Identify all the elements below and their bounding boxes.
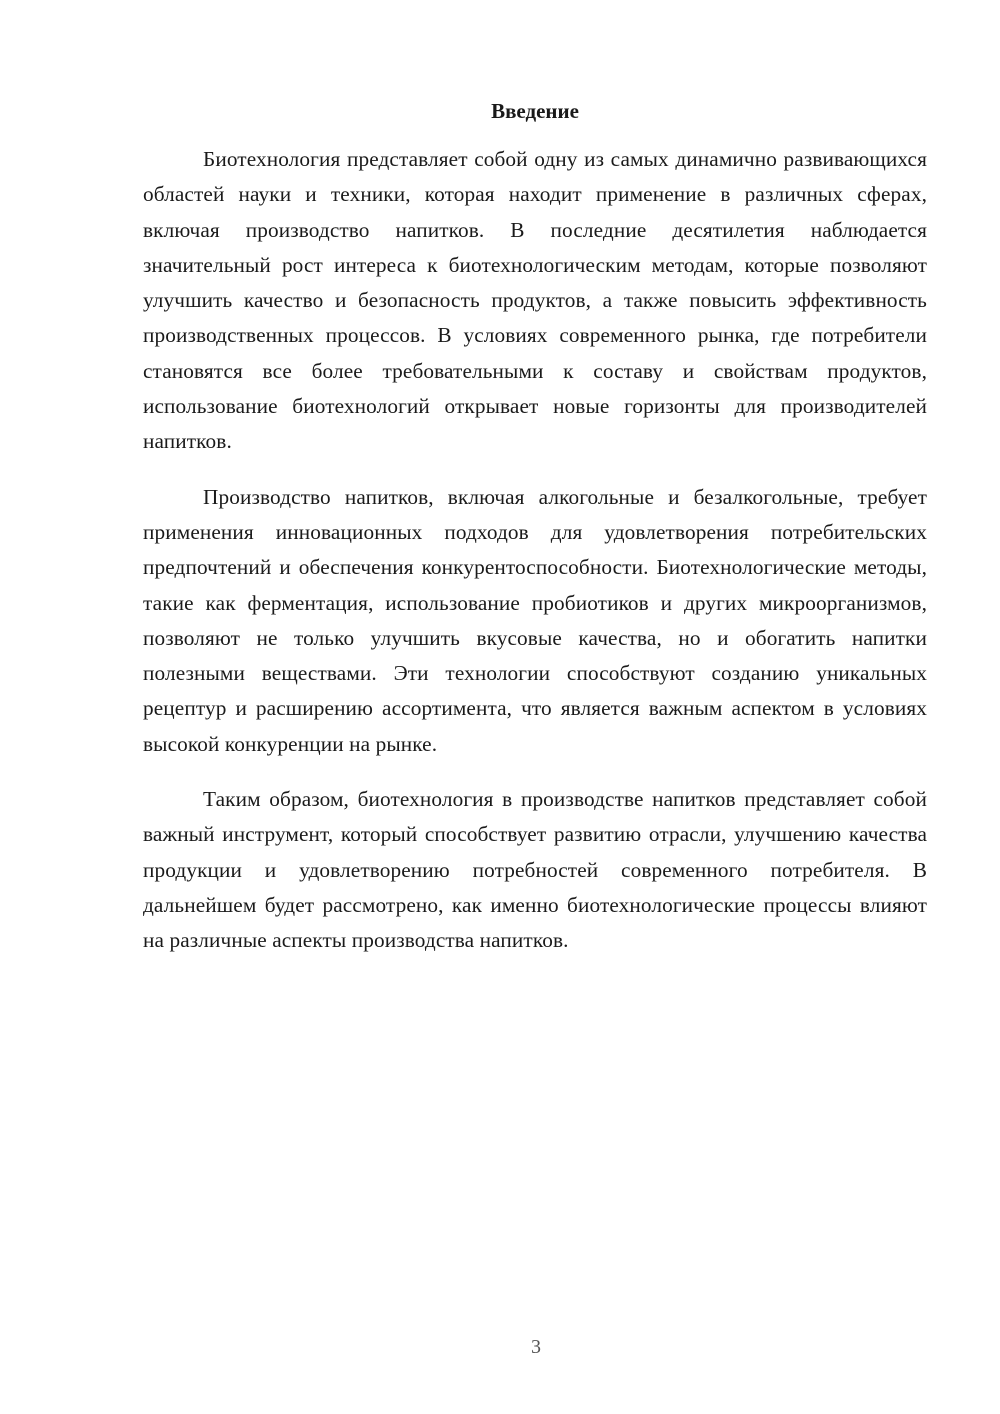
paragraph-3: Таким образом, биотехнология в производстве напитков представляет собой важный инструмент, который способствует развитию отрасли, улучшению качества продукции и удовлетворению потребностей современного потребителя. В дальнейшем будет рассмотрено, как именно биотехнологические процессы влияют на различные аспекты производства напитков.: [143, 787, 927, 953]
paragraph-1: Биотехнология представляет собой одну из самых динамично развивающихся областей науки и техники, которая находит применение в различных сферах, включая производство напитков. В последние десятилетия наблюдается значительный рост интереса к биотехнологическим методам, которые позволяют улучшить качество и безопасность продуктов, а также повысить эффективность производственных процессов. В условиях современного рынка, где потребители становятся все более требовательными к составу и свойствам продуктов, использование биотехнологий открывает новые горизонты для производителей напитков.: [143, 147, 927, 454]
section-title: Введение: [491, 99, 579, 123]
page-number: 3: [531, 1336, 541, 1358]
body-text: [143, 142, 927, 979]
paragraph-2: Производство напитков, включая алкогольные и безалкогольные, требует применения инновационных подходов для удовлетворения потребительских предпочтений и обеспечения конкурентоспособности. Биотехнологические методы, такие как ферментация, использование пробиотиков и других микроорганизмов, позволяют не только улучшить вкусовые качества, но и обогатить напитки полезными веществами. Эти технологии способствуют созданию уникальных рецептур и расширению ассортимента, что является важным аспектом в условиях высокой конкуренции на рынке.: [143, 484, 927, 756]
